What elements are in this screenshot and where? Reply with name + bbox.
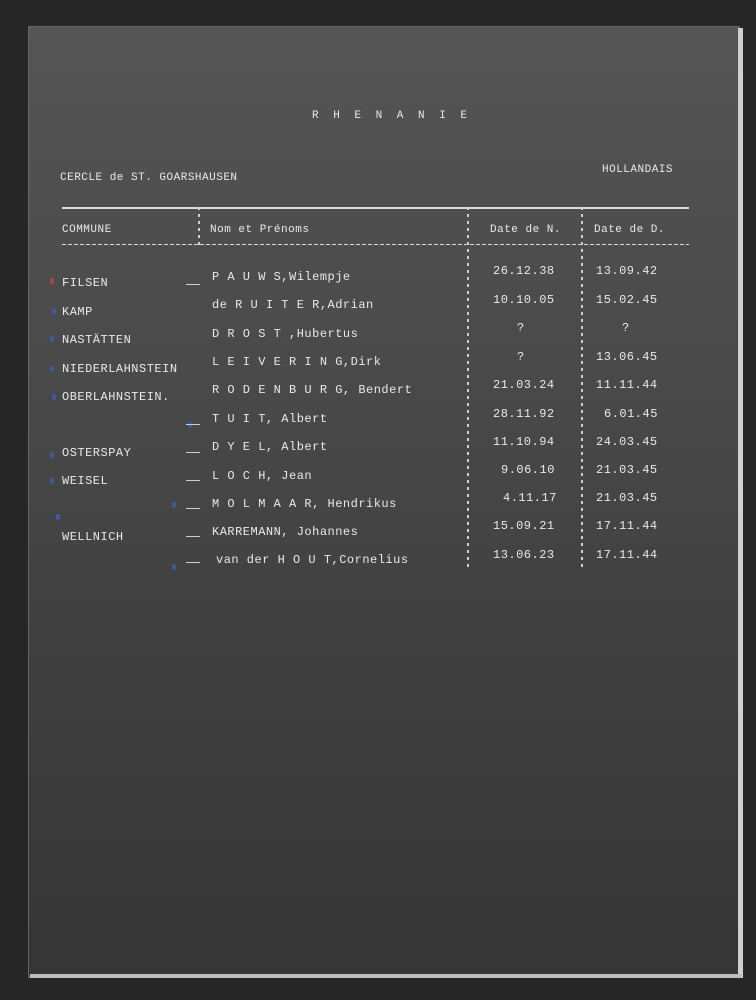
death-date-cell: 24.03.45 bbox=[596, 435, 658, 449]
dash-separator bbox=[186, 424, 200, 425]
table-top-rule bbox=[62, 207, 689, 209]
paper-edge bbox=[30, 974, 742, 978]
commune-cell: WELLNICH bbox=[62, 530, 124, 544]
dash-separator bbox=[186, 536, 200, 537]
ink-mark bbox=[50, 366, 54, 372]
birth-date-cell: 13.06.23 bbox=[493, 548, 555, 562]
paper-edge bbox=[738, 28, 743, 978]
ink-mark bbox=[188, 422, 192, 428]
ink-mark bbox=[50, 478, 54, 484]
ink-mark bbox=[172, 502, 176, 508]
commune-cell: NIEDERLAHNSTEIN bbox=[62, 362, 178, 376]
document-title: R H E N A N I E bbox=[312, 110, 472, 122]
commune-cell: OSTERSPAY bbox=[62, 446, 132, 460]
column-divider bbox=[198, 207, 200, 247]
birth-date-cell: 28.11.92 bbox=[493, 407, 555, 421]
ink-mark bbox=[56, 514, 60, 520]
death-date-cell: 17.11.44 bbox=[596, 548, 658, 562]
birth-date-cell: 10.10.05 bbox=[493, 293, 555, 307]
death-date-cell: 6.01.45 bbox=[604, 407, 658, 421]
birth-date-cell: 4.11.17 bbox=[503, 491, 557, 505]
birth-date-cell: 11.10.94 bbox=[493, 435, 555, 449]
dash-separator bbox=[186, 562, 200, 563]
name-cell: P A U W S,Wilempje bbox=[212, 270, 351, 284]
name-cell: M O L M A A R, Hendrikus bbox=[212, 497, 397, 511]
name-cell: L O C H, Jean bbox=[212, 469, 313, 483]
ink-mark bbox=[50, 278, 54, 284]
ink-mark bbox=[50, 452, 54, 458]
death-date-cell: 13.09.42 bbox=[596, 264, 658, 278]
name-cell: T U I T, Albert bbox=[212, 412, 328, 426]
header-divider bbox=[62, 244, 689, 245]
header-birth-date: Date de N. bbox=[490, 224, 562, 236]
death-date-cell: 13.06.45 bbox=[596, 350, 658, 364]
commune-cell: OBERLAHNSTEIN. bbox=[62, 390, 170, 404]
header-name: Nom et Prénoms bbox=[210, 224, 310, 236]
death-date-cell: 15.02.45 bbox=[596, 293, 658, 307]
ink-mark bbox=[52, 394, 56, 400]
dash-separator bbox=[186, 452, 200, 453]
death-date-cell: 17.11.44 bbox=[596, 519, 658, 533]
commune-cell: KAMP bbox=[62, 305, 93, 319]
ink-mark bbox=[50, 336, 54, 342]
dash-separator bbox=[186, 284, 200, 285]
ink-mark bbox=[52, 308, 56, 314]
name-cell: R O D E N B U R G, Bendert bbox=[212, 383, 413, 397]
birth-date-cell: 26.12.38 bbox=[493, 264, 555, 278]
dash-separator bbox=[186, 508, 200, 509]
death-date-cell: ? bbox=[622, 321, 630, 335]
birth-date-cell: ? bbox=[517, 321, 525, 335]
ink-mark bbox=[172, 564, 176, 570]
name-cell: KARREMANN, Johannes bbox=[212, 525, 359, 539]
commune-cell: NASTÄTTEN bbox=[62, 333, 132, 347]
birth-date-cell: 15.09.21 bbox=[493, 519, 555, 533]
commune-cell: FILSEN bbox=[62, 276, 109, 290]
birth-date-cell: ? bbox=[517, 350, 525, 364]
birth-date-cell: 21.03.24 bbox=[493, 378, 555, 392]
birth-date-cell: 9.06.10 bbox=[501, 463, 555, 477]
nationality-label: HOLLANDAIS bbox=[602, 164, 674, 176]
name-cell: L E I V E R I N G,Dirk bbox=[212, 355, 382, 369]
column-divider bbox=[467, 207, 469, 567]
name-cell: D Y E L, Albert bbox=[212, 440, 328, 454]
death-date-cell: 11.11.44 bbox=[596, 378, 658, 392]
name-cell: van der H O U T,Cornelius bbox=[216, 553, 409, 567]
dash-separator bbox=[186, 480, 200, 481]
death-date-cell: 21.03.45 bbox=[596, 463, 658, 477]
name-cell: D R O S T ,Hubertus bbox=[212, 327, 359, 341]
header-commune: COMMUNE bbox=[62, 224, 112, 236]
column-divider bbox=[581, 207, 583, 567]
header-death-date: Date de D. bbox=[594, 224, 666, 236]
name-cell: de R U I T E R,Adrian bbox=[212, 298, 374, 312]
district-label: CERCLE de ST. GOARSHAUSEN bbox=[60, 172, 238, 184]
commune-cell: WEISEL bbox=[62, 474, 109, 488]
death-date-cell: 21.03.45 bbox=[596, 491, 658, 505]
